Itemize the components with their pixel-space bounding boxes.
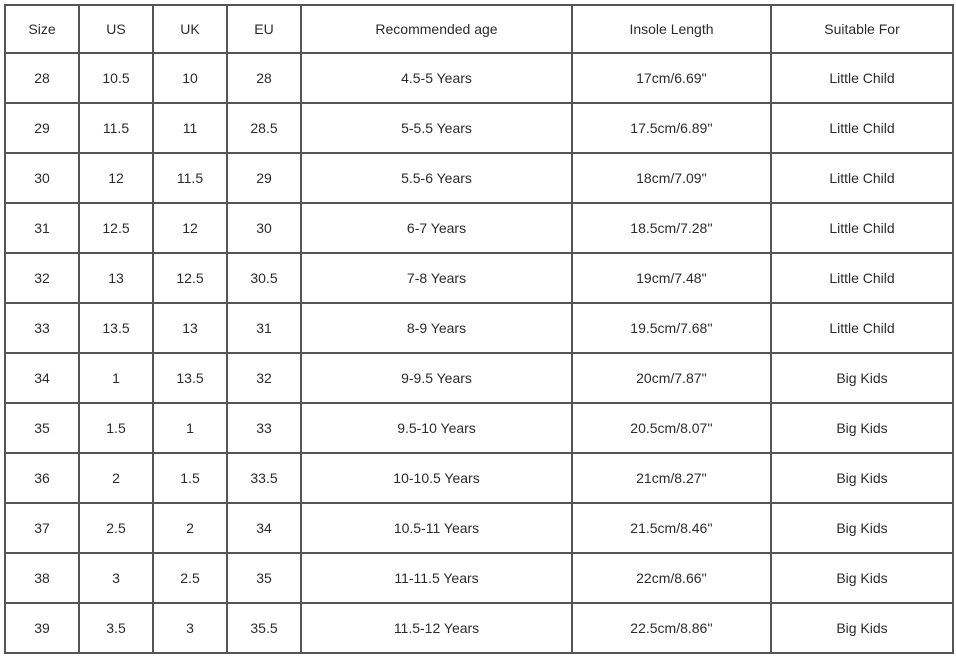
cell-recommended-age: 5-5.5 Years <box>301 103 572 153</box>
table-row <box>5 403 953 453</box>
table-body <box>5 53 953 653</box>
cell-insole-length: 22cm/8.66'' <box>572 553 771 603</box>
table-row <box>5 553 953 603</box>
table-row <box>5 303 953 353</box>
cell-insole-length: 19cm/7.48'' <box>572 253 771 303</box>
cell-us: 1.5 <box>79 403 153 453</box>
header-insole-length: Insole Length <box>572 5 771 53</box>
cell-uk: 1.5 <box>153 453 227 503</box>
cell-insole-length: 19.5cm/7.68'' <box>572 303 771 353</box>
size-chart-table <box>4 4 954 654</box>
cell-eu: 28 <box>227 53 301 103</box>
cell-recommended-age: 11-11.5 Years <box>301 553 572 603</box>
cell-uk: 1 <box>153 403 227 453</box>
cell-suitable-for: Big Kids <box>771 353 953 403</box>
cell-suitable-for: Little Child <box>771 53 953 103</box>
cell-suitable-for: Big Kids <box>771 403 953 453</box>
cell-size: 29 <box>5 103 79 153</box>
cell-us: 1 <box>79 353 153 403</box>
table-row <box>5 453 953 503</box>
cell-uk: 3 <box>153 603 227 653</box>
cell-recommended-age: 9.5-10 Years <box>301 403 572 453</box>
cell-size: 37 <box>5 503 79 553</box>
cell-uk: 11.5 <box>153 153 227 203</box>
cell-suitable-for: Big Kids <box>771 603 953 653</box>
cell-suitable-for: Little Child <box>771 303 953 353</box>
cell-size: 38 <box>5 553 79 603</box>
cell-eu: 33.5 <box>227 453 301 503</box>
cell-eu: 35 <box>227 553 301 603</box>
cell-recommended-age: 11.5-12 Years <box>301 603 572 653</box>
cell-insole-length: 20cm/7.87'' <box>572 353 771 403</box>
cell-uk: 13 <box>153 303 227 353</box>
cell-eu: 28.5 <box>227 103 301 153</box>
cell-suitable-for: Little Child <box>771 253 953 303</box>
cell-uk: 10 <box>153 53 227 103</box>
header-us: US <box>79 5 153 53</box>
cell-size: 34 <box>5 353 79 403</box>
cell-eu: 33 <box>227 403 301 453</box>
cell-uk: 12 <box>153 203 227 253</box>
cell-eu: 30.5 <box>227 253 301 303</box>
cell-eu: 34 <box>227 503 301 553</box>
table-row <box>5 53 953 103</box>
cell-recommended-age: 10-10.5 Years <box>301 453 572 503</box>
cell-recommended-age: 4.5-5 Years <box>301 53 572 103</box>
cell-us: 3 <box>79 553 153 603</box>
cell-uk: 13.5 <box>153 353 227 403</box>
cell-recommended-age: 7-8 Years <box>301 253 572 303</box>
cell-suitable-for: Big Kids <box>771 453 953 503</box>
cell-recommended-age: 5.5-6 Years <box>301 153 572 203</box>
cell-eu: 31 <box>227 303 301 353</box>
cell-us: 12 <box>79 153 153 203</box>
cell-us: 13 <box>79 253 153 303</box>
cell-us: 10.5 <box>79 53 153 103</box>
cell-size: 35 <box>5 403 79 453</box>
cell-eu: 32 <box>227 353 301 403</box>
cell-insole-length: 18.5cm/7.28'' <box>572 203 771 253</box>
cell-insole-length: 17cm/6.69'' <box>572 53 771 103</box>
cell-eu: 30 <box>227 203 301 253</box>
cell-suitable-for: Little Child <box>771 203 953 253</box>
cell-suitable-for: Little Child <box>771 153 953 203</box>
cell-recommended-age: 9-9.5 Years <box>301 353 572 403</box>
table-row <box>5 503 953 553</box>
table-row <box>5 203 953 253</box>
header-eu: EU <box>227 5 301 53</box>
table-row <box>5 353 953 403</box>
cell-us: 2 <box>79 453 153 503</box>
cell-insole-length: 21.5cm/8.46'' <box>572 503 771 553</box>
cell-eu: 35.5 <box>227 603 301 653</box>
header-row <box>5 5 953 53</box>
cell-recommended-age: 8-9 Years <box>301 303 572 353</box>
cell-size: 32 <box>5 253 79 303</box>
cell-insole-length: 22.5cm/8.86'' <box>572 603 771 653</box>
cell-us: 2.5 <box>79 503 153 553</box>
cell-suitable-for: Big Kids <box>771 553 953 603</box>
cell-size: 33 <box>5 303 79 353</box>
cell-uk: 12.5 <box>153 253 227 303</box>
cell-suitable-for: Big Kids <box>771 503 953 553</box>
cell-size: 31 <box>5 203 79 253</box>
cell-size: 39 <box>5 603 79 653</box>
cell-insole-length: 18cm/7.09'' <box>572 153 771 203</box>
header-suitable-for: Suitable For <box>771 5 953 53</box>
cell-us: 12.5 <box>79 203 153 253</box>
table-row <box>5 253 953 303</box>
header-size: Size <box>5 5 79 53</box>
cell-recommended-age: 10.5-11 Years <box>301 503 572 553</box>
cell-suitable-for: Little Child <box>771 103 953 153</box>
cell-eu: 29 <box>227 153 301 203</box>
cell-us: 13.5 <box>79 303 153 353</box>
cell-insole-length: 17.5cm/6.89'' <box>572 103 771 153</box>
cell-us: 11.5 <box>79 103 153 153</box>
cell-uk: 2 <box>153 503 227 553</box>
table-row <box>5 603 953 653</box>
cell-uk: 2.5 <box>153 553 227 603</box>
header-recommended-age: Recommended age <box>301 5 572 53</box>
cell-size: 36 <box>5 453 79 503</box>
table-row <box>5 103 953 153</box>
header-uk: UK <box>153 5 227 53</box>
cell-insole-length: 20.5cm/8.07'' <box>572 403 771 453</box>
cell-insole-length: 21cm/8.27'' <box>572 453 771 503</box>
cell-size: 30 <box>5 153 79 203</box>
cell-us: 3.5 <box>79 603 153 653</box>
cell-uk: 11 <box>153 103 227 153</box>
cell-recommended-age: 6-7 Years <box>301 203 572 253</box>
cell-size: 28 <box>5 53 79 103</box>
table-row <box>5 153 953 203</box>
